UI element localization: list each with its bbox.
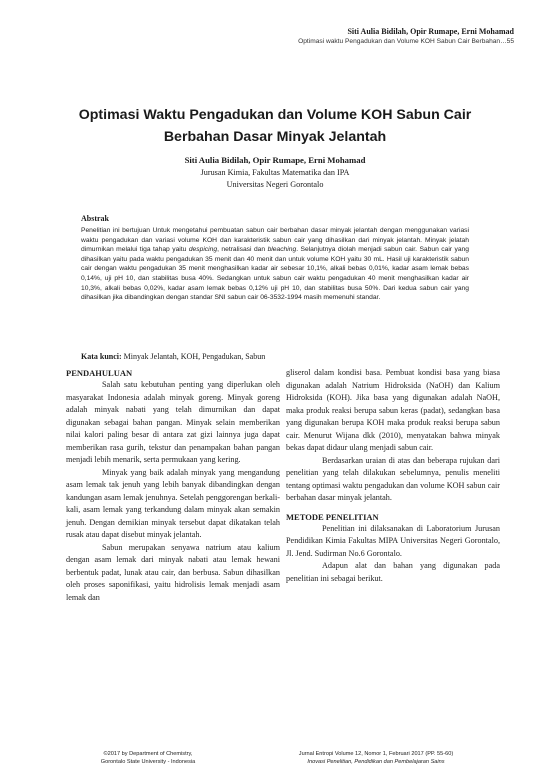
left-column xyxy=(66,367,280,604)
abstract-term-bleaching: bleaching xyxy=(267,246,297,254)
byline xyxy=(50,154,500,190)
running-head-short-title: Optimasi waktu Pengadukan dan Volume KOH Sabun Cair Berbahan…55 xyxy=(298,38,514,45)
affiliation-university: Universitas Negeri Gorontalo xyxy=(226,179,324,189)
section-heading-methods: METODE PENELITIAN xyxy=(286,511,379,522)
keywords-text: Minyak Jelantah, KOH, Pengadukan, Sabun xyxy=(121,352,266,361)
abstract-body xyxy=(81,226,469,303)
abstract-text-part3: . Selanjutnya diolah menjadi sabun cair. Sabun cair yang dihasilkan yaitu pada waktu pengadukan 35 menit dan 40 menit dan untuk volume KOH yaitu 30 mL. Hasil uji karakteristik sabun cair dengan waktu pengadukan 35 menit menghasilkan kadar air sebesar 10,1%, alkali bebas 0,01%, kadar asam lemak bebas 0,14%, uji pH 10, dan stabilitas busa 40%. Sedangkan untuk sabun cair waktu pengadukan 40 menit menghasilkan kadar air 10,3%, alkali bebas 0,02%, kadar asam lemak bebas 0,12% uji pH 10, dan stabilitas busa 50%. Dari kedua sabun cair yang dihasilkan jika dibandingkan dengan standar SNI sabun cair 06-3532-1994 masih memenuhi standar. xyxy=(81,246,469,302)
footer-journal-line2: Inovasi Penelitian, Pendidikan dan Pembelajaran Sains xyxy=(307,759,445,765)
footer-journal-line1: Jurnal Entropi Volume 12, Nomor 1, Februari 2017 (PP. 55-60) xyxy=(298,751,454,757)
keywords-label: Kata kunci: xyxy=(81,352,122,361)
abstract-term-despicing: despicing xyxy=(188,246,218,254)
footer-copyright-line2: Gorontalo State University - Indonesia xyxy=(100,759,196,765)
abstract-text-part1: Penelitian ini bertujuan Untuk mengetahui pembuatan sabun cair berbahan dasar minyak jelantah dengan menggunakan variasi waktu pengadukan dan variasi volume KOH dan karakteristik sabun cair yang dihasilkan dari minyak jelantah. Minyak jelatah dimurnikan melalui tiga tahap yaitu xyxy=(81,227,469,254)
right-column xyxy=(286,367,500,585)
intro-paragraph-continued: gliserol dalam kondisi basa. Pembuat kondisi basa yang biasa digunakan adalah Natrium Hidroksida (NaOH) dan Kalium Hidroksida (KOH). Jika basa yang digunakan adalah NaOH, maka produk reaksi berupa sabun keras (padat), sedangkan basa yang digunakan berupa KOH maka produk reaksi berupa sabun cair. Menurut Wijana dkk (2010), menyatakan bahwa minyak bekas dapat didaur ulang menjadi sabun cair. xyxy=(286,368,500,452)
author-names: Siti Aulia Bidilah, Opir Rumape, Erni Mohamad xyxy=(184,155,366,165)
keywords xyxy=(81,351,469,362)
affiliation-department: Jurusan Kimia, Fakultas Matematika dan IPA xyxy=(200,168,350,177)
abstract-heading: Abstrak xyxy=(81,214,110,223)
methods-paragraph-2: Adapun alat dan bahan yang digunakan pada penelitian ini sebagai berikut. xyxy=(286,561,500,583)
footer-copyright-line1: ©2017 by Department of Chemistry, xyxy=(103,751,193,757)
section-heading-introduction: PENDAHULUAN xyxy=(66,368,133,378)
footer-journal xyxy=(266,750,486,766)
intro-paragraph-1: Salah satu kebutuhan penting yang diperlukan oleh masyarakat Indonesia adalah minyak goreng. Minyak goreng adalah minyak nabati yang telah dimurnikan dan dapat digunakan sebagai bahan pangan. Minyak selain memberikan nilai kalori paling besar di antara zat gizi lainnya juga dapat memberikan rasa gurih, tekstur dan penampakan bahan pangan menjadi lebih menarik, serta permukaan yang kering. xyxy=(66,380,280,464)
running-head-authors: Siti Aulia Bidilah, Opir Rumape, Erni Mohamad xyxy=(347,27,514,36)
methods-paragraph-1: Penelitian ini dilaksanakan di Laboratorium Jurusan Pendidikan Kimia Fakultas MIPA Universitas Negeri Gorontalo, Jl. Jend. Sudirman No.6 Gorontalo. xyxy=(286,523,500,558)
running-head xyxy=(298,26,514,47)
intro-paragraph-4: Berdasarkan uraian di atas dan beberapa rujukan dari penelitian yang telah dilakukan sebelumnya, penulis meneliti tentang optimasi waktu pengadukan dan volume KOH sabun cair berbahan dasar minyak jelantah. xyxy=(286,455,500,502)
paper-title: Optimasi Waktu Pengadukan dan Volume KOH Sabun Cair Berbahan Dasar Minyak Jelantah xyxy=(78,107,472,145)
footer-copyright xyxy=(68,750,228,766)
intro-paragraph-3: Sabun merupakan senyawa natrium atau kalium dengan asam lemak dari minyak nabati atau lemak hewani berbentuk padat, lunak atau cair, dan berbusa. Sabun dihasilkan oleh proses saponifikasi, yaitu hidrolisis lemak menjadi asam lemak dan xyxy=(66,542,280,602)
abstract xyxy=(81,214,469,303)
abstract-text-part2: , netralisasi dan xyxy=(217,246,268,254)
intro-paragraph-2: Minyak yang baik adalah minyak yang mengandung asam lemak tak jenuh yang lebih banyak dibandingkan dengan kandungan asam lemak jenuhnya. Setelah penggorengan berkali-kali, asam lemak yang terkandung dalam minyak akan semakin jenuh. Dengan demikian minyak tersebut dapat dikatakan telah rusak atau dapat disebut minyak jelantah. xyxy=(66,467,280,539)
